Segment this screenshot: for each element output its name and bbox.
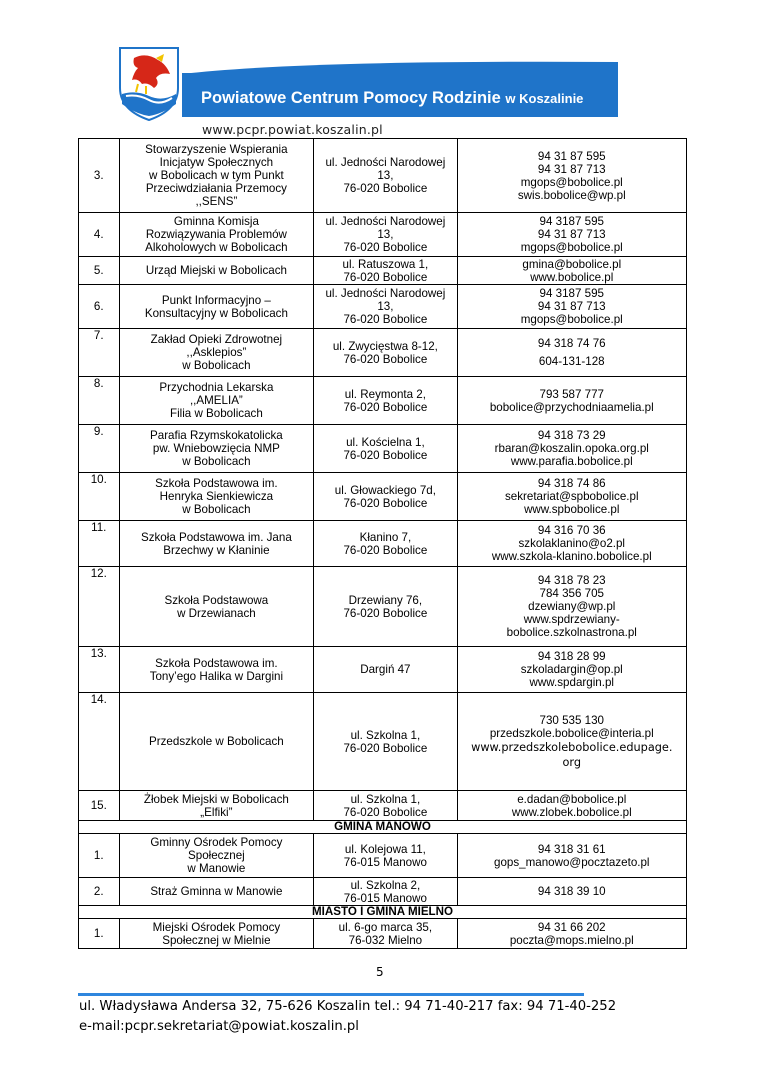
institution-name xyxy=(119,213,314,257)
institution-address-line: 13, xyxy=(377,169,394,182)
institution-address-line: 13, xyxy=(377,300,394,313)
row-number: 2. xyxy=(79,878,120,906)
institution-name-line: ,,Asklepios” xyxy=(186,346,247,359)
institution-contact-line: org xyxy=(562,755,582,769)
institution-address-line: 76-015 Manowo xyxy=(343,891,427,905)
institution-address-line: ul. Jedności Narodowej xyxy=(325,287,446,300)
institution-name-line: Urząd Miejski w Bobolicach xyxy=(145,264,287,277)
institution-contact xyxy=(457,567,686,647)
institution-contact xyxy=(457,834,686,878)
institution-name-line: Gminna Komisja xyxy=(173,215,259,228)
institution-name xyxy=(119,329,314,377)
institution-name-line: Szkoła Podstawowa im. Jana xyxy=(140,530,292,544)
institution-name-line: Gminny Ośrodek Pomocy xyxy=(150,836,283,849)
institution-name-line: w Bobolicach xyxy=(182,359,251,372)
institution-address xyxy=(314,878,457,906)
institution-address-line: ul. Szkolna 1, xyxy=(350,728,421,742)
institution-name-line: Przychodnia Lekarska xyxy=(159,381,274,394)
institution-contact-line: mgops@bobolice.pl xyxy=(520,313,623,326)
table-row xyxy=(79,473,687,521)
institution-contact-line: www.spdrzewiany- xyxy=(523,613,620,626)
institution-address-line: ul. Zwycięstwa 8-12, xyxy=(332,339,438,353)
institution-contact-line: szkolaklanino@o2.pl xyxy=(518,537,626,550)
institution-name-line: Filia w Bobolicach xyxy=(169,407,263,420)
institution-contact-line: www.bobolice.pl xyxy=(530,270,614,284)
row-number: 15. xyxy=(79,791,120,821)
institution-address-line: Kłanino 7, xyxy=(359,530,412,544)
institution-address xyxy=(314,473,457,521)
institution-name xyxy=(119,647,314,693)
institution-address xyxy=(314,791,457,821)
institution-contact-line: 94 318 31 61 xyxy=(537,842,606,856)
institution-name xyxy=(119,521,314,567)
institution-contact-line: www.spbobolice.pl xyxy=(524,503,620,516)
section-header-manowo xyxy=(79,821,687,834)
institution-address-line: 76-020 Bobolice xyxy=(343,606,428,620)
table-row xyxy=(79,919,687,949)
institution-address-line: 76-020 Bobolice xyxy=(343,313,428,326)
institution-contact xyxy=(457,139,686,213)
row-number: 5. xyxy=(79,257,120,285)
institution-address xyxy=(314,919,457,949)
row-number: 1. xyxy=(79,834,120,878)
institution-address-line: 76-020 Bobolice xyxy=(343,496,428,510)
institution-address-line: ul. Jedności Narodowej xyxy=(325,156,446,169)
institution-contact-line: swis.bobolice@wp.pl xyxy=(517,188,626,202)
institution-contact-line: 94 31 87 713 xyxy=(537,162,606,176)
institution-name-line: Miejski Ośrodek Pomocy xyxy=(152,920,281,934)
institution-name-line: Szkoła Podstawowa im. xyxy=(155,656,278,670)
row-number: 13. xyxy=(79,647,120,693)
institution-name xyxy=(119,377,314,425)
footer-email: e-mail:pcpr.sekretariat@powiat.koszalin.pl xyxy=(79,1019,359,1034)
institution-contact-line: bobolice@przychodniaamelia.pl xyxy=(489,400,654,414)
institution-contact-line: rbaran@koszalin.opoka.org.pl xyxy=(494,442,649,455)
institution-contact-line: www.parafia.bobolice.pl xyxy=(510,455,633,468)
institution-address xyxy=(314,425,457,473)
institution-name-line: Henryka Sienkiewicza xyxy=(159,490,274,503)
section-header-mielno xyxy=(79,906,687,919)
institution-address-line: ul. Jedności Narodowej xyxy=(325,215,446,228)
institution-contact-line: 784 356 705 xyxy=(539,587,604,600)
institution-name xyxy=(119,834,314,878)
institution-contact-line: 94 318 78 23 xyxy=(537,574,606,587)
institution-contact-line: 793 587 777 xyxy=(539,387,604,401)
table-row xyxy=(79,329,687,377)
institution-name-line: w Bobolicach xyxy=(182,503,251,516)
table-row xyxy=(79,521,687,567)
institution-name-line: Szkoła Podstawowa im. xyxy=(155,477,278,490)
institution-address-line: 76-032 Mielno xyxy=(348,933,423,947)
institution-name-line: Punkt Informacyjno – xyxy=(161,293,271,307)
table-row xyxy=(79,285,687,329)
institution-name-line: ,,SENS” xyxy=(195,195,238,208)
institution-address-line: ul. Szkolna 2, xyxy=(350,878,421,892)
table-row xyxy=(79,567,687,647)
institution-name-line: Stowarzyszenie Wspierania xyxy=(145,143,288,156)
institution-contact-line: 94 31 66 202 xyxy=(537,920,606,934)
header-title-main: Powiatowe Centrum Pomocy Rodzinie xyxy=(201,89,501,107)
institution-address-line: 76-020 Bobolice xyxy=(343,805,428,819)
institution-name-line: Konsultacyjny w Bobolicach xyxy=(144,306,288,320)
institutions-table xyxy=(78,138,687,949)
institution-contact xyxy=(457,647,686,693)
institution-address-line: ul. Kolejowa 11, xyxy=(344,842,426,856)
institution-name xyxy=(119,425,314,473)
institution-address-line: ul. Ratuszowa 1, xyxy=(342,257,429,271)
institution-name xyxy=(119,285,314,329)
institution-name-line: Zakład Opieki Zdrowotnej xyxy=(150,333,283,346)
row-number: 9. xyxy=(79,425,120,473)
institution-name-line: Przeciwdziałania Przemocy xyxy=(145,182,287,195)
institution-contact-line: e.dadan@bobolice.pl xyxy=(517,792,627,806)
institution-name-line: w Drzewianach xyxy=(177,606,256,620)
institution-contact xyxy=(457,377,686,425)
institution-contact-line: mgops@bobolice.pl xyxy=(520,241,623,254)
institution-contact-line: 94 318 73 29 xyxy=(537,429,606,442)
institution-name-line: w Manowie xyxy=(187,862,246,875)
row-number: 12. xyxy=(79,567,120,647)
institution-name-line: pw. Wniebowzięcia NMP xyxy=(152,442,280,455)
institution-contact-line: 94 318 39 10 xyxy=(537,885,606,898)
institution-address-line: Drzewiany 76, xyxy=(348,593,423,607)
header-title-suffix: w Koszalinie xyxy=(505,91,584,106)
institution-address xyxy=(314,139,457,213)
institution-contact-line: www.przedszkolebobolice.edupage. xyxy=(471,740,673,754)
institution-contact xyxy=(457,213,686,257)
institution-contact-line: przedszkole.bobolice@interia.pl xyxy=(489,726,654,740)
institution-name-line: Szkoła Podstawowa xyxy=(164,593,269,607)
institution-name-line: Brzechwy w Kłaninie xyxy=(163,543,270,557)
page-number: 5 xyxy=(376,965,384,979)
institution-contact-line: 94 31 87 713 xyxy=(537,228,606,241)
institution-contact-line: www.zlobek.bobolice.pl xyxy=(511,805,632,819)
institution-name-line: w Bobolicach xyxy=(182,455,251,468)
footer-divider xyxy=(78,993,584,996)
institution-address xyxy=(314,377,457,425)
institution-contact-line: 94 3187 595 xyxy=(539,215,604,228)
institution-contact xyxy=(457,329,686,377)
table-row xyxy=(79,647,687,693)
institution-name xyxy=(119,473,314,521)
table-row xyxy=(79,791,687,821)
institution-contact-line: dzewiany@wp.pl xyxy=(528,600,616,613)
institution-address-line: Dargiń 47 xyxy=(360,663,411,676)
institution-contact xyxy=(457,425,686,473)
row-number: 6. xyxy=(79,285,120,329)
institution-address-line: 76-020 Bobolice xyxy=(343,543,428,557)
institution-address-line: 76-015 Manowo xyxy=(343,855,427,869)
row-number: 11. xyxy=(79,521,120,567)
institution-address-line: ul. Kościelna 1, xyxy=(346,435,425,449)
institution-name xyxy=(119,878,314,906)
institution-contact-line: 94 316 70 36 xyxy=(537,524,606,537)
institution-contact-line: www.spdargin.pl xyxy=(529,676,614,689)
institution-name-line: Tony’ego Halika w Dargini xyxy=(149,669,284,683)
institution-address-line: ul. Reymonta 2, xyxy=(344,387,426,401)
institution-address xyxy=(314,257,457,285)
institution-contact-line: 94 31 87 713 xyxy=(537,300,606,313)
institution-address xyxy=(314,693,457,791)
institution-name-line: „Elfiki” xyxy=(200,805,233,819)
section-header-mielno-label: MIASTO I GMINA MIELNO xyxy=(79,906,687,919)
institution-contact-line: 730 535 130 xyxy=(539,713,604,727)
institution-address xyxy=(314,647,457,693)
banner-wave xyxy=(182,60,618,74)
institution-address xyxy=(314,213,457,257)
row-number: 4. xyxy=(79,213,120,257)
institution-name-line: Żłobek Miejski w Bobolicach xyxy=(143,792,289,806)
institution-address-line: ul. 6-go marca 35, xyxy=(338,920,433,934)
institution-contact-line: 604-131-128 xyxy=(538,354,605,368)
institution-contact xyxy=(457,791,686,821)
row-number: 8. xyxy=(79,377,120,425)
header-website: www.pcpr.powiat.koszalin.pl xyxy=(202,122,383,137)
institution-contact xyxy=(457,257,686,285)
institution-contact xyxy=(457,521,686,567)
institution-contact-line: mgops@bobolice.pl xyxy=(520,175,623,189)
row-number: 10. xyxy=(79,473,120,521)
institution-contact-line: szkoladargin@op.pl xyxy=(520,663,623,676)
institution-name xyxy=(119,139,314,213)
institution-address xyxy=(314,329,457,377)
institution-name xyxy=(119,257,314,285)
institution-contact xyxy=(457,285,686,329)
institution-contact xyxy=(457,878,686,906)
institution-contact-line: 94 318 74 86 xyxy=(537,477,606,490)
institution-name-line: Alkoholowych w Bobolicach xyxy=(145,241,288,254)
institution-contact xyxy=(457,693,686,791)
table-row xyxy=(79,878,687,906)
row-number: 3. xyxy=(79,139,120,213)
institution-address-line: 76-020 Bobolice xyxy=(343,400,428,414)
institution-address-line: 76-020 Bobolice xyxy=(343,448,428,462)
institution-contact-line: gmina@bobolice.pl xyxy=(522,257,622,271)
institution-name-line: Społecznej xyxy=(188,849,245,862)
row-number: 7. xyxy=(79,329,120,377)
institution-contact-line: 94 3187 595 xyxy=(539,287,604,300)
institution-address-line: 76-020 Bobolice xyxy=(343,241,428,254)
institution-name-line: Rozwiązywania Problemów xyxy=(145,228,287,241)
institution-contact-line: sekretariat@spbobolice.pl xyxy=(504,490,639,503)
institution-address-line: ul. Szkolna 1, xyxy=(350,792,421,806)
institution-name xyxy=(119,693,314,791)
institution-address-line: 76-020 Bobolice xyxy=(343,352,428,366)
institution-name-line: Parafia Rzymskokatolicka xyxy=(150,429,283,442)
institution-address-line: 76-020 Bobolice xyxy=(343,270,428,284)
institution-contact-line: gops_manowo@pocztazeto.pl xyxy=(494,855,650,869)
table-row xyxy=(79,425,687,473)
header-title xyxy=(201,89,583,108)
institution-name-line: Społecznej w Mielnie xyxy=(162,933,271,947)
institution-name-line: Straż Gminna w Manowie xyxy=(150,885,283,898)
institution-name xyxy=(119,791,314,821)
row-number: 14. xyxy=(79,693,120,791)
institution-contact xyxy=(457,473,686,521)
table-row xyxy=(79,834,687,878)
coat-of-arms-logo xyxy=(116,44,182,122)
institution-name-line: ,,AMELIA” xyxy=(189,394,243,407)
section-header-manowo-label: GMINA MANOWO xyxy=(79,821,687,834)
institution-contact-line: poczta@mops.mielno.pl xyxy=(509,933,634,947)
institution-name xyxy=(119,919,314,949)
table-row xyxy=(79,693,687,791)
institution-contact xyxy=(457,919,686,949)
institution-name-line: w Bobolicach w tym Punkt xyxy=(149,169,284,182)
table-row xyxy=(79,377,687,425)
institution-address-line: 76-020 Bobolice xyxy=(343,741,428,755)
institution-address-line: 13, xyxy=(377,228,394,241)
institution-name-line: Inicjatyw Społecznych xyxy=(159,156,274,169)
institution-address-line: ul. Głowackiego 7d, xyxy=(334,483,436,497)
row-number: 1. xyxy=(79,919,120,949)
institution-contact-line: 94 31 87 595 xyxy=(537,149,606,163)
institution-address xyxy=(314,285,457,329)
institution-contact-line: 94 318 74 76 xyxy=(537,336,606,350)
institution-address xyxy=(314,521,457,567)
institution-contact-line: 94 318 28 99 xyxy=(537,650,606,663)
table-row xyxy=(79,213,687,257)
institution-contact-line: www.szkola-klanino.bobolice.pl xyxy=(491,550,652,563)
institution-address xyxy=(314,834,457,878)
institution-contact-line: bobolice.szkolnastrona.pl xyxy=(506,626,637,639)
table-row xyxy=(79,139,687,213)
footer-address: ul. Władysława Andersa 32, 75-626 Koszalin tel.: 94 71-40-217 fax: 94 71-40-252 xyxy=(79,999,617,1014)
table-row xyxy=(79,257,687,285)
institution-address-line: 76-020 Bobolice xyxy=(343,182,428,195)
institution-address xyxy=(314,567,457,647)
institution-name xyxy=(119,567,314,647)
institution-name-line: Przedszkole w Bobolicach xyxy=(149,735,284,748)
